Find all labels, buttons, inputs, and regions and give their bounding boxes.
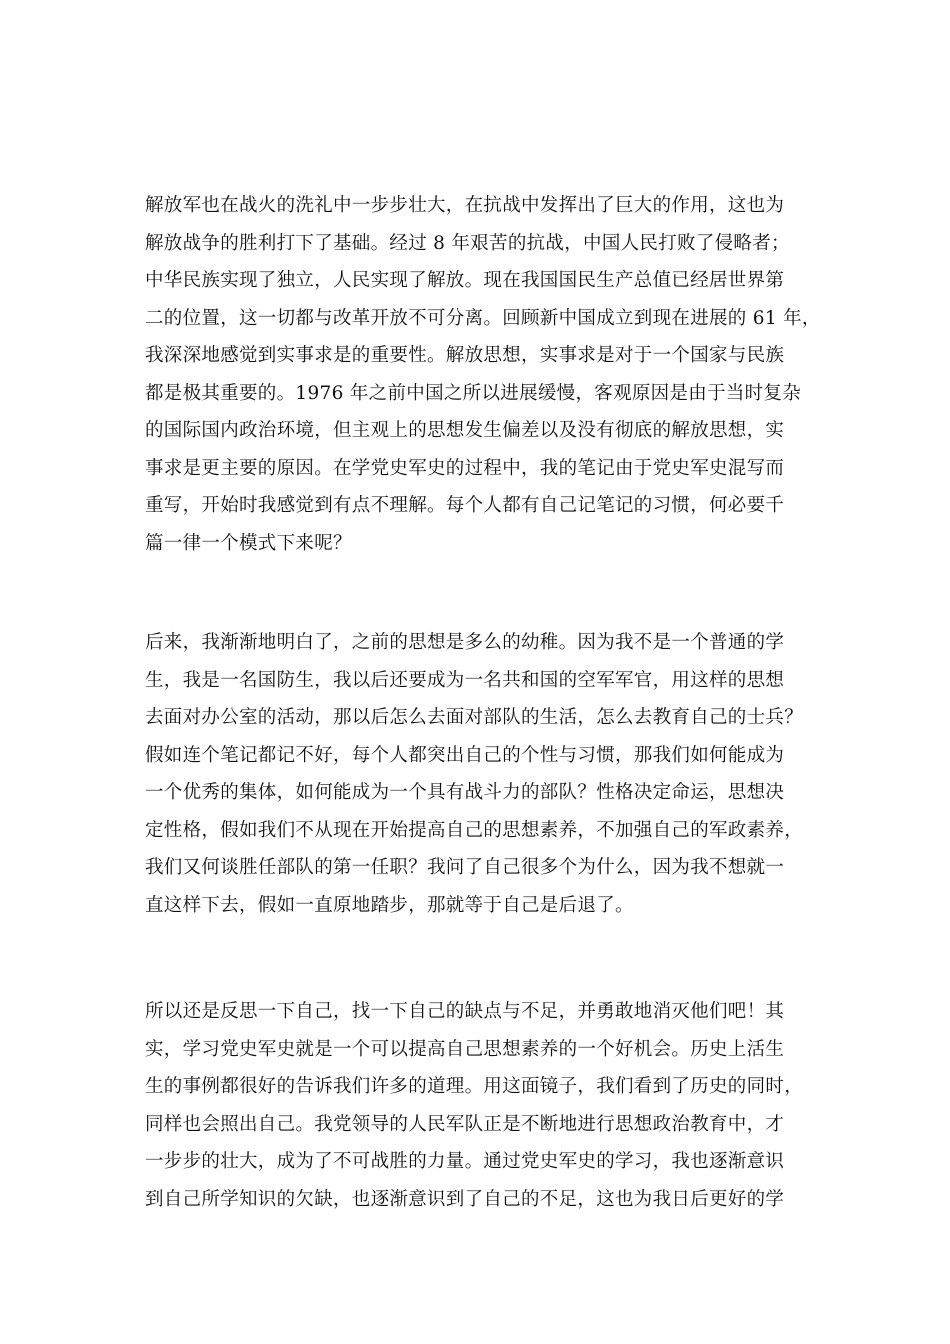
paragraph-3 — [145, 993, 805, 1218]
text-line: 重写，开始时我感觉到有点不理解。每个人都有自己记笔记的习惯，何必要千 — [145, 495, 785, 516]
text-line: 去面对办公室的活动，那以后怎么去面对部队的生活，怎么去教育自己的士兵？ — [145, 707, 804, 728]
text-line: 篇一律一个模式下来呢？ — [145, 532, 352, 554]
paragraph-2 — [145, 624, 805, 924]
text-line: 都是极其重要的。1976 年之前中国之所以进展缓慢，客观原因是由于当时复杂 — [145, 382, 802, 404]
text-line: 一步步的壮大，成为了不可战胜的力量。通过党史军史的学习，我也逐渐意识 — [145, 1151, 785, 1172]
text-line: 到自己所学知识的欠缺，也逐渐意识到了自己的不足，这也为我日后更好的学 — [145, 1188, 785, 1210]
text-line: 的国际国内政治环境，但主观上的思想发生偏差以及没有彻底的解放思想，实 — [145, 420, 785, 441]
text-line: 生，我是一名国防生，我以后还要成为一名共和国的空军军官，用这样的思想 — [145, 669, 785, 691]
text-line: 解放战争的胜利打下了基础。经过 8 年艰苦的抗战，中国人民打败了侵略者； — [145, 232, 790, 254]
text-line: 一个优秀的集体，如何能成为一个具有战斗力的部队？性格决定命运，思想决 — [145, 782, 785, 803]
text-line: 解放军也在战火的洗礼中一步步壮大，在抗战中发挥出了巨大的作用，这也为 — [145, 195, 785, 216]
text-line: 实，学习党史军史就是一个可以提高自己思想素养的一个好机会。历史上活生 — [145, 1038, 785, 1060]
text-line: 所以还是反思一下自己，找一下自己的缺点与不足，并勇敢地消灭他们吧！其 — [145, 1001, 785, 1022]
text-line: 假如连个笔记都记不好，每个人都突出自己的个性与习惯，那我们如何能成为 — [145, 744, 785, 766]
text-line: 生的事例都很好的告诉我们许多的道理。用这面镜子，我们看到了历史的同时， — [145, 1076, 804, 1097]
text-line: 中华民族实现了独立，人民实现了解放。现在我国国民生产总值已经居世界第 — [145, 270, 785, 291]
text-line: 事求是更主要的原因。在学党史军史的过程中，我的笔记由于党史军史混写而 — [145, 457, 785, 479]
text-line: 我们又何谈胜任部队的第一任职？我问了自己很多个为什么，因为我不想就一 — [145, 857, 785, 878]
text-line: 直这样下去，假如一直原地踏步，那就等于自己是后退了。 — [145, 894, 634, 916]
paragraph-1 — [145, 187, 821, 562]
text-line: 后来，我渐渐地明白了，之前的思想是多么的幼稚。因为我不是一个普通的学 — [145, 632, 785, 653]
text-line: 二的位置，这一切都与改革开放不可分离。回顾新中国成立到现在进展的 61 年， — [145, 307, 821, 329]
text-line: 同样也会照出自己。我党领导的人民军队正是不断地进行思想政治教育中，才 — [145, 1113, 785, 1135]
text-line: 我深深地感觉到实事求是的重要性。解放思想，实事求是对于一个国家与民族 — [145, 345, 785, 366]
text-line: 定性格，假如我们不从现在开始提高自己的思想素养，不加强自己的军政素养， — [145, 819, 804, 841]
